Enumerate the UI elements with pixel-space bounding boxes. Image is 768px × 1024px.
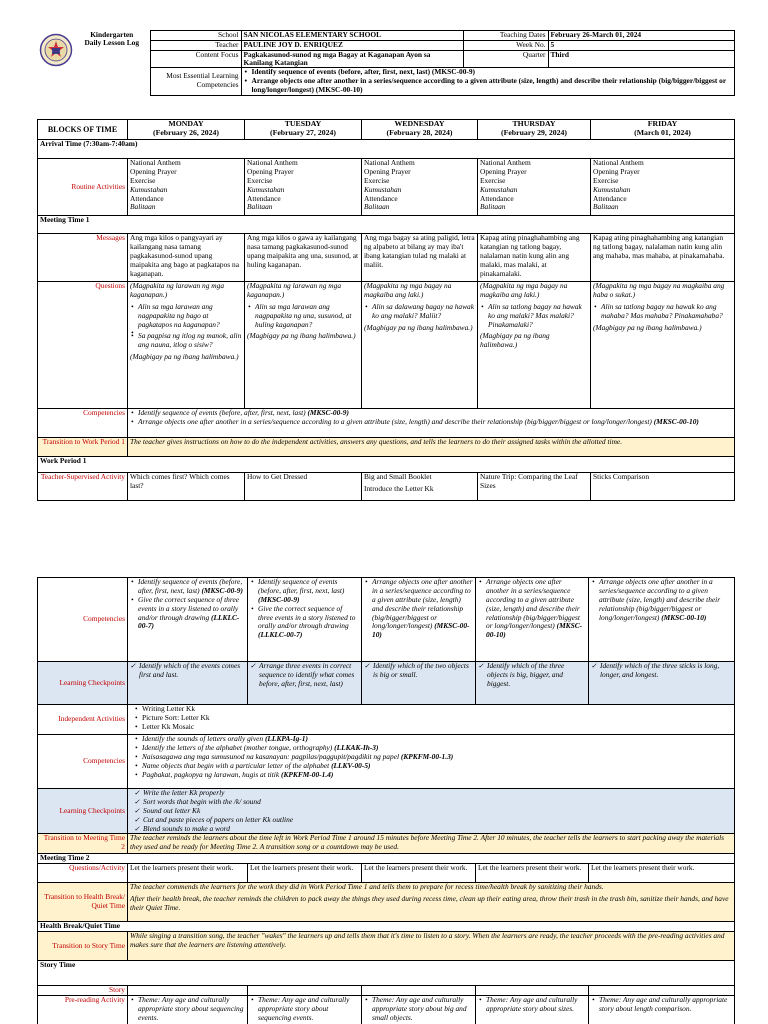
health-break-label: Health Break/Quiet Time bbox=[38, 922, 735, 932]
ind-checkpoints-label: Learning Checkpoints bbox=[38, 789, 128, 834]
tsa-cell: Big and Small Booklet Introduce the Letter Kk bbox=[362, 473, 478, 501]
independent-cell: • Writing Letter Kk • Picture Sort: Letter Kk • Letter Kk Mosaic bbox=[128, 705, 735, 735]
focus-label: Content Focus bbox=[150, 50, 241, 67]
day-header-friday: FRIDAY (March 01, 2024) bbox=[591, 120, 735, 140]
tsa-cell: Nature Trip: Comparing the Leaf Sizes bbox=[478, 473, 591, 501]
transition-work-label: Transition to Work Period 1 bbox=[38, 438, 128, 457]
focus-value: Pagkakasunod-sunod ng mga Bagay at Kaganapan Ayon sa Kanilang Katangian bbox=[241, 50, 463, 67]
ind-competencies-label: Competencies bbox=[38, 735, 128, 789]
dates-label: Teaching Dates bbox=[463, 31, 548, 41]
question-cell: (Magpakita ng mga bagay na magkaiba ang laki.) • Alin sa tatlong bagay na hawak ko ang malaki? Mas malaki? Pinakamalaki? (Magbigay pa ng ibang halimbawa.) bbox=[478, 282, 591, 409]
tsa-cell: Which comes first? Which comes last? bbox=[128, 473, 245, 501]
tsa-cell: Sticks Comparison bbox=[591, 473, 735, 501]
independent-label: Independent Activities bbox=[38, 705, 128, 735]
routine-cell: National Anthem Opening Prayer Exercise Kumustahan Attendance Balitaan bbox=[245, 159, 362, 216]
routine-cell: National Anthem Opening Prayer Exercise Kumustahan Attendance Balitaan bbox=[362, 159, 478, 216]
melc-item: • Arrange objects one after another in a series/sequence according to a given attribute (size, length) and describe their relationship (big/bigger/biggest or long/longer/longest) (MKSC-00-10) bbox=[244, 77, 732, 95]
melc-item: • Identify sequence of events (before, after, first, next, last) (MKSC-00-9) bbox=[244, 68, 732, 77]
p2-competency-cell: • Arrange objects one after another in a series/sequence according to a given attribute (size, length) and describe their relationship (big/bigger/biggest or long/longer/longest) (MKSC-00-10) bbox=[362, 578, 476, 662]
teacher-value: PAULINE JOY D. ENRIQUEZ bbox=[241, 40, 463, 50]
p2-competency-cell: • Arrange objects one after another in a series/sequence according to a given attribute (size, length) and describe their relationship (big/bigger/biggest or long/longer/longest) (MKSC-00-10) bbox=[589, 578, 735, 662]
story-label: Story bbox=[38, 986, 128, 996]
checkpoint-cell: ✓ Identify which of the three sticks is long, longer, and longest. bbox=[589, 662, 735, 705]
day-header-wednesday: WEDNESDAY (February 28, 2024) bbox=[362, 120, 478, 140]
health-transition-text: The teacher commends the learners for the work they did in Work Period Time 1 and tells them to prepare for recess time/health break by sanitizing their hands. After their health break, the teacher reminds the children to pack away the things they used during recess time, clean up their eating area, throw their trash in the trash bin, sanitize their hands, and have their Quiet Time. bbox=[128, 883, 735, 922]
melc-list bbox=[241, 68, 734, 96]
tsa-label: Teacher-Supervised Activity bbox=[38, 473, 128, 501]
qa-label: Questions/Activity bbox=[38, 864, 128, 883]
week-label: Week No. bbox=[463, 40, 548, 50]
checkpoint-cell: ✓ Identify which of the three objects is big, bigger, and biggest. bbox=[476, 662, 589, 705]
arrival-time-label: Arrival Time (7:30am-7:40am) bbox=[38, 140, 735, 159]
routine-cell: National Anthem Opening Prayer Exercise Kumustahan Attendance Balitaan bbox=[478, 159, 591, 216]
message-cell: Ang mga kilos o gawa ay kailangang nasa tamang pagkakasunod-sunod upang maipakita ang una, susunod, at huling kaganapan. bbox=[245, 234, 362, 282]
tsa-cell: How to Get Dressed bbox=[245, 473, 362, 501]
transition-meeting2-text: The teacher reminds the learners about the time left in Work Period Time 1 around 15 minutes before Meeting Time 2. After 10 minutes, the teacher tells the learners to start packing away the materials they used and be ready for Meeting Time 2. A transition song or a countdown may be used. bbox=[128, 834, 735, 854]
checkpoint-cell: ✓ Identify which of the two objects is big or small. bbox=[362, 662, 476, 705]
work-period-1-label: Work Period 1 bbox=[38, 457, 735, 473]
quarter-label: Quarter bbox=[463, 50, 548, 67]
checkpoints-label: Learning Checkpoints bbox=[38, 662, 128, 705]
qa-cell: Let the learners present their work. bbox=[128, 864, 248, 883]
meeting-time-1-label: Meeting Time 1 bbox=[38, 216, 735, 234]
teacher-label: Teacher bbox=[150, 40, 241, 50]
question-cell: (Magpakita ng larawan ng mga kaganapan.) • Alin sa mga larawan ang nagpapakita ng bago at pagkatapos na kaganapan? • • Sa pagpisa ng itlog ng manok, alin ang nauna, itlog o sisiw? (Magbigay pa ng ibang halimbawa.) bbox=[128, 282, 245, 409]
story-transition-label: Transition to Story Time bbox=[38, 932, 128, 961]
quarter-value: Third bbox=[548, 50, 734, 67]
transition-meeting2-label: Transition to Meeting Time 2 bbox=[38, 834, 128, 854]
transition-work-text: The teacher gives instructions on how to do the independent activities, answers any questions, and tells the learners to do their assigned tasks within the allotted time. bbox=[128, 438, 735, 457]
story-time-label: Story Time bbox=[38, 961, 735, 986]
dates-value: February 26-March 01, 2024 bbox=[548, 31, 734, 41]
school-label: School bbox=[150, 31, 241, 41]
ind-competencies-cell: • Identify the sounds of letters orally given (LLKPA-Ig-1) • Identify the letters of the alphabet (mother tongue, orthography) (LLKAK-Ih-3) • Naisasagawa ang mga sumusunod na kasanayan: pagpilas/paggupit/pagdikit ng papel (KPKFM-00-1.3) • Name objects that begin with a particular letter of the alphabet (LLKV-00-5) • Pagbakat, pagkopya ng larawan, hugis at titik (KPKFM-00-1.4) bbox=[128, 735, 735, 789]
competencies-cell: • Identify sequence of events (before, after, first, next, last) (MKSC-00-9) • Arrange objects one after another in a series/sequence according to a given attribute (size, length) and describe their relationship (big/bigger/biggest or long/longer/longest) (MKSC-00-10) bbox=[128, 409, 735, 438]
log-title: Kindergarten Daily Lesson Log bbox=[84, 30, 140, 48]
question-cell: (Magpakita ng mga bagay na magkaiba ang laki.) • Alin sa dalawang bagay na hawak ko ang malaki? Maliit? (Magbigay pa ng ibang halimbawa.) bbox=[362, 282, 478, 409]
message-cell: Ang mga kilos o pangyayari ay kailangang nasa tamang pagkakasunod-sunod upang maipakita ang bago at pagkatapos na kaganapan. bbox=[128, 234, 245, 282]
message-cell: Kapag ating pinaghahambing ang katangian ng tatlong bagay, nalalaman natin kung alin ang mahaba, mas mahaba, at pinakamahaba. bbox=[591, 234, 735, 282]
qa-cell: Let the learners present their work. bbox=[589, 864, 735, 883]
prereading-cell: • Theme: Any age and culturally appropriate story about big and small objects. bbox=[362, 996, 476, 1024]
prereading-cell: • Theme: Any age and culturally appropriate story about length comparison. bbox=[589, 996, 735, 1024]
checkpoint-cell: ✓ Identify which of the events comes first and last. bbox=[128, 662, 248, 705]
header-table bbox=[37, 30, 735, 96]
checkpoint-cell: ✓ Arrange three events in correct sequence to identify what comes before, after, first, next, last) bbox=[248, 662, 362, 705]
routine-cell: National Anthem Opening Prayer Exercise Kumustahan Attendance Balitaan bbox=[128, 159, 245, 216]
p2-competency-cell: • Arrange objects one after another in a series/sequence according to a given attribute (size, length) and describe their relationship (big/bigger/biggest or long/longer/longest) (MKSC-00-10) bbox=[476, 578, 589, 662]
meeting-time-2-label: Meeting Time 2 bbox=[38, 854, 735, 864]
prereading-cell: • Theme: Any age and culturally appropriate story about sequencing events. bbox=[248, 996, 362, 1024]
prereading-cell: • Theme: Any age and culturally appropriate story about sequencing events. bbox=[128, 996, 248, 1024]
week-value: 5 bbox=[548, 40, 734, 50]
routine-cell: National Anthem Opening Prayer Exercise Kumustahan Attendance Balitaan bbox=[591, 159, 735, 216]
competencies-label: Competencies bbox=[38, 409, 128, 438]
day-header-tuesday: TUESDAY (February 27, 2024) bbox=[245, 120, 362, 140]
day-header-monday: MONDAY (February 26, 2024) bbox=[128, 120, 245, 140]
health-transition-label: Transition to Health Break/ Quiet Time bbox=[38, 883, 128, 922]
deped-seal bbox=[37, 31, 74, 96]
message-cell: Kapag ating pinaghahambing ang katangian ng tatlong bagay, nalalaman natin kung alin ang malaki, mas malaki, at pinakamalaki. bbox=[478, 234, 591, 282]
questions-label: Questions bbox=[38, 282, 128, 409]
message-cell: Ang mga bagay sa ating paligid, letra ng alpabeto at bilang ay may iba't ibang katangian tulad ng malaki at maliit. bbox=[362, 234, 478, 282]
prereading-cell: • Theme: Any age and culturally appropriate story about sizes. bbox=[476, 996, 589, 1024]
ind-checkpoints-cell: ✓ Write the letter Kk properly ✓ Sort words that begin with the /k/ sound ✓ Sound out letter Kk ✓ Cut and paste pieces of papers on letter Kk outline ✓ Blend sounds to make a word bbox=[128, 789, 735, 834]
qa-cell: Let the learners present their work. bbox=[248, 864, 362, 883]
qa-cell: Let the learners present their work. bbox=[362, 864, 476, 883]
schedule-table-1 bbox=[37, 119, 735, 501]
qa-cell: Let the learners present their work. bbox=[476, 864, 589, 883]
blocks-of-time-header: BLOCKS OF TIME bbox=[38, 120, 128, 140]
routine-label: Routine Activities bbox=[38, 159, 128, 216]
p2-competency-cell: • Identify sequence of events (before, after, first, next, last) (MKSC-00-9) • Give the correct sequence of three events in a story listened to orally and/or through drawing (LLKLC-00-7) bbox=[248, 578, 362, 662]
story-transition-text: While singing a transition song, the teacher "wakes" the learners up and tells them that it's time to listen to a story. When the learners are ready, the teacher proceeds with the pre-reading activities and makes sure that the learners are listening attentively. bbox=[128, 932, 735, 961]
p2-competencies-label: Competencies bbox=[38, 578, 128, 662]
messages-label: Messages bbox=[38, 234, 128, 282]
p2-competency-cell: • Identify sequence of events (before, after, first, next, last) (MKSC-00-9) • Give the correct sequence of three events in a story listened to orally and/or through drawing (LLKLC-00-7) bbox=[128, 578, 248, 662]
prereading-label: Pre-reading Activity bbox=[38, 996, 128, 1024]
question-cell: (Magpakita ng mga bagay na magkaiba ang haba o sukat.) • Alin sa tatlong bagay na hawak ko ang mahaba? Mas mahaba? Pinakamahaba? (Magbigay pa ng ibang halimbawa.) bbox=[591, 282, 735, 409]
question-cell: (Magpakita ng larawan ng mga kaganapan.) • Alin sa mga larawan ang nagpapakita ng una, susunod, at huling kaganapan? (Magbigay pa ng ibang halimbawa.) bbox=[245, 282, 362, 409]
melc-label: Most Essential Learning Competencies bbox=[150, 68, 241, 96]
schedule-table-2 bbox=[37, 577, 735, 1024]
school-value: SAN NICOLAS ELEMENTARY SCHOOL bbox=[241, 31, 463, 41]
day-header-thursday: THURSDAY (February 29, 2024) bbox=[478, 120, 591, 140]
